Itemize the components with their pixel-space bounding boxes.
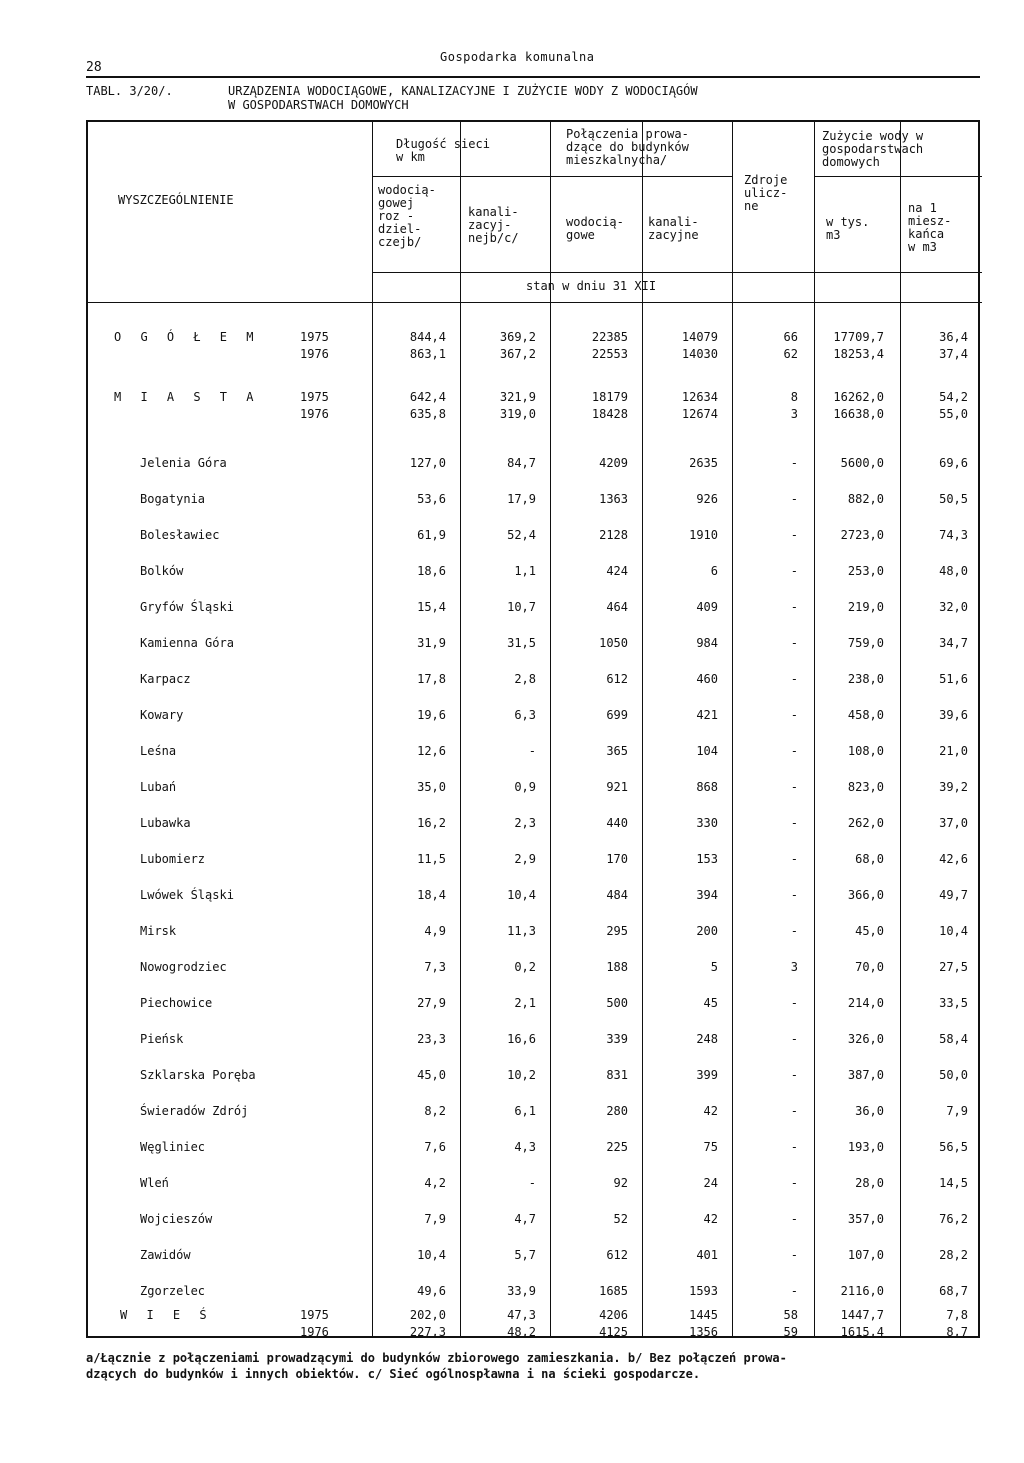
table-cell: 295: [606, 924, 628, 938]
table-cell: 6,1: [514, 1104, 536, 1118]
table-cell: 214,0: [847, 996, 884, 1010]
table-cell: 8: [790, 390, 798, 404]
group-label: O G Ó Ł E M: [114, 330, 260, 344]
table-cell: 2,1: [514, 996, 536, 1010]
col-divider: [460, 122, 461, 1336]
table-cell: 319,0: [499, 407, 536, 421]
table-cell: 31,9: [417, 636, 446, 650]
table-cell: 12674: [681, 407, 718, 421]
table-cell: 17,9: [507, 492, 536, 506]
table-cell: 612: [606, 1248, 628, 1262]
table-cell: 58,4: [939, 1032, 968, 1046]
table-cell: 18253,4: [833, 347, 884, 361]
table-cell: 10,4: [507, 888, 536, 902]
top-rule: [86, 76, 980, 78]
table-cell: 34,7: [939, 636, 968, 650]
table-cell: 1445: [689, 1308, 718, 1322]
table-cell: 421: [696, 708, 718, 722]
table-title-line2: W GOSPODARSTWACH DOMOWYCH: [228, 98, 409, 112]
table-cell: 18,4: [417, 888, 446, 902]
table-cell: 326,0: [847, 1032, 884, 1046]
table-cell: 863,1: [409, 347, 446, 361]
table-cell: 369,2: [499, 330, 536, 344]
table-cell: 50,5: [939, 492, 968, 506]
table-cell: 76,2: [939, 1212, 968, 1226]
table-cell: 2723,0: [840, 528, 884, 542]
header-pol-kanalizacyjne: kanali- zacyjne: [648, 215, 699, 242]
table-cell: -: [790, 1176, 798, 1190]
col-divider: [372, 122, 373, 1336]
table-cell: 108,0: [847, 744, 884, 758]
table-cell: 2128: [599, 528, 628, 542]
table-cell: 42: [703, 1212, 718, 1226]
table-cell: 2,9: [514, 852, 536, 866]
table-cell: -: [790, 816, 798, 830]
table-cell: 48,0: [939, 564, 968, 578]
row-year: 1976: [300, 407, 329, 421]
header-rule: [372, 272, 982, 273]
table-cell: 366,0: [847, 888, 884, 902]
table-cell: -: [528, 1176, 536, 1190]
table-cell: 107,0: [847, 1248, 884, 1262]
town-name: Leśna: [140, 744, 177, 758]
table-cell: 16638,0: [833, 407, 884, 421]
table-cell: 32,0: [939, 600, 968, 614]
table-cell: 27,5: [939, 960, 968, 974]
table-cell: 409: [696, 600, 718, 614]
table-cell: 500: [606, 996, 628, 1010]
table-cell: 921: [606, 780, 628, 794]
header-zdroje: Zdroje ulicz- ne: [744, 173, 788, 213]
table-cell: 699: [606, 708, 628, 722]
table-cell: 10,7: [507, 600, 536, 614]
table-cell: 464: [606, 600, 628, 614]
table-cell: 17709,7: [833, 330, 884, 344]
table-cell: 18179: [591, 390, 628, 404]
table-cell: 47,3: [507, 1308, 536, 1322]
table-cell: 868: [696, 780, 718, 794]
table-cell: 23,3: [417, 1032, 446, 1046]
table-cell: 17,8: [417, 672, 446, 686]
table-cell: 11,3: [507, 924, 536, 938]
table-cell: 50,0: [939, 1068, 968, 1082]
table-cell: 4206: [599, 1308, 628, 1322]
town-name: Gryfów Śląski: [140, 600, 234, 614]
header-stan: stan w dniu 31 XII: [526, 279, 657, 293]
table-cell: 1356: [689, 1325, 718, 1339]
town-name: Bolków: [140, 564, 184, 578]
table-cell: 401: [696, 1248, 718, 1262]
table-cell: 70,0: [855, 960, 884, 974]
town-name: Lwówek Śląski: [140, 888, 234, 902]
table-cell: 37,0: [939, 816, 968, 830]
town-name: Lubań: [140, 780, 177, 794]
table-cell: 238,0: [847, 672, 884, 686]
table-cell: 4,7: [514, 1212, 536, 1226]
table-cell: 5,7: [514, 1248, 536, 1262]
table-cell: 394: [696, 888, 718, 902]
table-cell: 45,0: [417, 1068, 446, 1082]
table-cell: -: [790, 1104, 798, 1118]
table-cell: 7,8: [946, 1308, 968, 1322]
table-cell: 170: [606, 852, 628, 866]
table-cell: 92: [613, 1176, 628, 1190]
town-name: Bolesławiec: [140, 528, 220, 542]
table-cell: 22385: [591, 330, 628, 344]
table-cell: -: [790, 636, 798, 650]
header-w-tys: w tys. m3: [826, 215, 870, 242]
table-cell: 52: [613, 1212, 628, 1226]
table-cell: 2,3: [514, 816, 536, 830]
table-cell: 200: [696, 924, 718, 938]
table-cell: -: [790, 1212, 798, 1226]
table-cell: 19,6: [417, 708, 446, 722]
row-year: 1975: [300, 1308, 329, 1322]
table-cell: 10,4: [417, 1248, 446, 1262]
table-cell: 3: [790, 960, 798, 974]
table-cell: 330: [696, 816, 718, 830]
table-cell: 45,0: [855, 924, 884, 938]
table-cell: 759,0: [847, 636, 884, 650]
table-cell: -: [790, 528, 798, 542]
table-label: TABL. 3/20/.: [86, 84, 173, 98]
table-cell: 280: [606, 1104, 628, 1118]
table-cell: 42,6: [939, 852, 968, 866]
table-cell: 6,3: [514, 708, 536, 722]
table-cell: 7,6: [424, 1140, 446, 1154]
header-dlugosc-sieci: Długość sieci w km: [396, 137, 490, 164]
table-cell: 74,3: [939, 528, 968, 542]
table-cell: 635,8: [409, 407, 446, 421]
row-year: 1975: [300, 390, 329, 404]
table-cell: 357,0: [847, 1212, 884, 1226]
table-cell: -: [790, 852, 798, 866]
table-cell: 424: [606, 564, 628, 578]
header-na-1: na 1 miesz- kańca w m3: [908, 201, 952, 254]
table-cell: 202,0: [409, 1308, 446, 1322]
table-cell: -: [790, 600, 798, 614]
section-title: Gospodarka komunalna: [440, 50, 595, 64]
town-name: Wleń: [140, 1176, 169, 1190]
table-cell: 365: [606, 744, 628, 758]
table-cell: -: [790, 1068, 798, 1082]
col-divider: [642, 122, 643, 1336]
data-table: [86, 120, 980, 1338]
table-cell: 28,0: [855, 1176, 884, 1190]
header-rule: [372, 176, 550, 177]
row-year: 1976: [300, 347, 329, 361]
table-cell: -: [790, 924, 798, 938]
table-cell: 248: [696, 1032, 718, 1046]
town-name: Mirsk: [140, 924, 177, 938]
town-name: Węgliniec: [140, 1140, 206, 1154]
row-year: 1975: [300, 330, 329, 344]
table-cell: 321,9: [499, 390, 536, 404]
table-cell: 1447,7: [840, 1308, 884, 1322]
table-cell: 12,6: [417, 744, 446, 758]
town-name: Lubomierz: [140, 852, 206, 866]
header-polaczenia: Połączenia prowa- dzące do budynków mieszkalnycha/: [566, 127, 689, 167]
col-divider: [732, 122, 733, 1336]
table-cell: -: [790, 564, 798, 578]
table-cell: 21,0: [939, 744, 968, 758]
table-cell: 16,6: [507, 1032, 536, 1046]
table-cell: 1910: [689, 528, 718, 542]
table-cell: -: [790, 708, 798, 722]
table-cell: 66: [783, 330, 798, 344]
table-cell: 4,3: [514, 1140, 536, 1154]
table-cell: 33,9: [507, 1284, 536, 1298]
table-cell: -: [790, 780, 798, 794]
table-cell: 458,0: [847, 708, 884, 722]
table-cell: -: [790, 1284, 798, 1298]
town-name: Karpacz: [140, 672, 191, 686]
table-title-line1: URZĄDZENIA WODOCIĄGOWE, KANALIZACYJNE I ZUŻYCIE WODY Z WODOCIĄGÓW: [228, 84, 698, 98]
table-cell: 3: [790, 407, 798, 421]
table-cell: 0,2: [514, 960, 536, 974]
table-cell: 84,7: [507, 456, 536, 470]
page-number: 28: [86, 60, 102, 75]
table-cell: 31,5: [507, 636, 536, 650]
table-cell: 36,4: [939, 330, 968, 344]
table-cell: 33,5: [939, 996, 968, 1010]
table-cell: 28,2: [939, 1248, 968, 1262]
table-cell: 10,4: [939, 924, 968, 938]
town-name: Lubawka: [140, 816, 191, 830]
table-cell: 1,1: [514, 564, 536, 578]
town-name: Zawidów: [140, 1248, 191, 1262]
table-cell: 68,0: [855, 852, 884, 866]
table-cell: 27,9: [417, 996, 446, 1010]
header-rule: [550, 176, 732, 177]
table-cell: 153: [696, 852, 718, 866]
table-cell: 460: [696, 672, 718, 686]
town-name: Pieńsk: [140, 1032, 184, 1046]
table-cell: 5: [710, 960, 718, 974]
col-divider: [814, 122, 815, 1336]
table-cell: -: [790, 888, 798, 902]
table-cell: 14030: [681, 347, 718, 361]
table-cell: 823,0: [847, 780, 884, 794]
col-divider: [550, 122, 551, 1336]
table-cell: 24: [703, 1176, 718, 1190]
table-cell: 926: [696, 492, 718, 506]
table-cell: 51,6: [939, 672, 968, 686]
town-name: Bogatynia: [140, 492, 206, 506]
table-cell: -: [790, 1032, 798, 1046]
table-cell: 642,4: [409, 390, 446, 404]
table-cell: 612: [606, 672, 628, 686]
table-cell: 75: [703, 1140, 718, 1154]
table-cell: 4,9: [424, 924, 446, 938]
table-cell: 1593: [689, 1284, 718, 1298]
town-name: Jelenia Góra: [140, 456, 227, 470]
table-cell: 262,0: [847, 816, 884, 830]
table-cell: 339: [606, 1032, 628, 1046]
table-cell: 35,0: [417, 780, 446, 794]
table-cell: 58: [783, 1308, 798, 1322]
table-cell: 4,2: [424, 1176, 446, 1190]
table-cell: 11,5: [417, 852, 446, 866]
table-cell: 49,7: [939, 888, 968, 902]
table-cell: 14079: [681, 330, 718, 344]
table-cell: 37,4: [939, 347, 968, 361]
table-cell: 984: [696, 636, 718, 650]
table-cell: 10,2: [507, 1068, 536, 1082]
table-cell: 54,2: [939, 390, 968, 404]
table-cell: 253,0: [847, 564, 884, 578]
header-rule: [814, 176, 982, 177]
table-caption: [86, 84, 698, 112]
table-cell: 69,6: [939, 456, 968, 470]
table-cell: -: [790, 456, 798, 470]
table-cell: 2635: [689, 456, 718, 470]
table-cell: -: [790, 1140, 798, 1154]
table-cell: 14,5: [939, 1176, 968, 1190]
table-cell: 45: [703, 996, 718, 1010]
table-cell: 62: [783, 347, 798, 361]
table-cell: 844,4: [409, 330, 446, 344]
header-pol-wodociagowe: wodocią- gowe: [566, 215, 624, 242]
table-cell: 68,7: [939, 1284, 968, 1298]
table-cell: 219,0: [847, 600, 884, 614]
table-cell: 1615,4: [840, 1325, 884, 1339]
table-cell: 7,9: [946, 1104, 968, 1118]
table-cell: -: [790, 492, 798, 506]
table-cell: 188: [606, 960, 628, 974]
town-name: Zgorzelec: [140, 1284, 206, 1298]
table-cell: 2116,0: [840, 1284, 884, 1298]
table-cell: 367,2: [499, 347, 536, 361]
row-year: 1976: [300, 1325, 329, 1339]
table-cell: 7,3: [424, 960, 446, 974]
table-cell: 193,0: [847, 1140, 884, 1154]
table-cell: 18,6: [417, 564, 446, 578]
town-name: Piechowice: [140, 996, 213, 1010]
town-name: Nowogrodziec: [140, 960, 227, 974]
table-cell: 440: [606, 816, 628, 830]
town-name: Świeradów Zdrój: [140, 1104, 249, 1118]
table-cell: 104: [696, 744, 718, 758]
table-cell: 56,5: [939, 1140, 968, 1154]
table-cell: 16,2: [417, 816, 446, 830]
table-cell: 0,9: [514, 780, 536, 794]
table-cell: 1050: [599, 636, 628, 650]
table-cell: -: [528, 744, 536, 758]
table-cell: 8,2: [424, 1104, 446, 1118]
col-divider: [900, 122, 901, 1336]
table-cell: 59: [783, 1325, 798, 1339]
table-cell: 7,9: [424, 1212, 446, 1226]
group-label: W I E Ś: [120, 1308, 213, 1322]
header-rule: [88, 302, 982, 303]
header-kanalizacyjnej: kanali- zacyj- nejb/c/: [468, 205, 519, 245]
town-name: Szklarska Poręba: [140, 1068, 256, 1082]
header-wyszczegolnienie: WYSZCZEGÓLNIENIE: [118, 193, 234, 207]
table-cell: 4125: [599, 1325, 628, 1339]
table-cell: 882,0: [847, 492, 884, 506]
table-cell: 6: [710, 564, 718, 578]
table-cell: -: [790, 672, 798, 686]
table-cell: -: [790, 996, 798, 1010]
table-cell: -: [790, 1248, 798, 1262]
table-cell: 53,6: [417, 492, 446, 506]
table-cell: 387,0: [847, 1068, 884, 1082]
table-cell: 49,6: [417, 1284, 446, 1298]
header-wodociagowej: wodocią- gowej roz - dziel- czejb/: [378, 183, 436, 249]
town-name: Kowary: [140, 708, 184, 722]
table-cell: 39,6: [939, 708, 968, 722]
table-cell: 5600,0: [840, 456, 884, 470]
table-cell: 48,2: [507, 1325, 536, 1339]
footnote-line2: dzących do budynków i innych obiektów. c/ Sieć ogólnospławna i na ścieki gospodarcze.: [86, 1367, 701, 1381]
table-cell: 55,0: [939, 407, 968, 421]
table-cell: 39,2: [939, 780, 968, 794]
table-cell: 22553: [591, 347, 628, 361]
table-cell: 831: [606, 1068, 628, 1082]
table-cell: 227,3: [409, 1325, 446, 1339]
town-name: Kamienna Góra: [140, 636, 234, 650]
footnote-line1: a/Łącznie z połączeniami prowadzącymi do budynków zbiorowego zamieszkania. b/ Bez połączeń prowa-: [86, 1351, 787, 1365]
footnote: [86, 1350, 976, 1382]
table-cell: -: [790, 744, 798, 758]
table-cell: 12634: [681, 390, 718, 404]
table-cell: 61,9: [417, 528, 446, 542]
table-cell: 16262,0: [833, 390, 884, 404]
group-label: M I A S T A: [114, 390, 260, 404]
table-cell: 52,4: [507, 528, 536, 542]
table-cell: 484: [606, 888, 628, 902]
table-cell: 2,8: [514, 672, 536, 686]
town-name: Wojcieszów: [140, 1212, 213, 1226]
table-cell: 399: [696, 1068, 718, 1082]
table-cell: 42: [703, 1104, 718, 1118]
table-cell: 127,0: [409, 456, 446, 470]
table-cell: 225: [606, 1140, 628, 1154]
header-zuzycie: Zużycie wody w gospodarstwach domowych: [822, 129, 924, 169]
table-cell: 1363: [599, 492, 628, 506]
table-cell: 1685: [599, 1284, 628, 1298]
table-cell: 15,4: [417, 600, 446, 614]
table-cell: 8,7: [946, 1325, 968, 1339]
table-cell: 4209: [599, 456, 628, 470]
table-cell: 36,0: [855, 1104, 884, 1118]
table-cell: 18428: [591, 407, 628, 421]
